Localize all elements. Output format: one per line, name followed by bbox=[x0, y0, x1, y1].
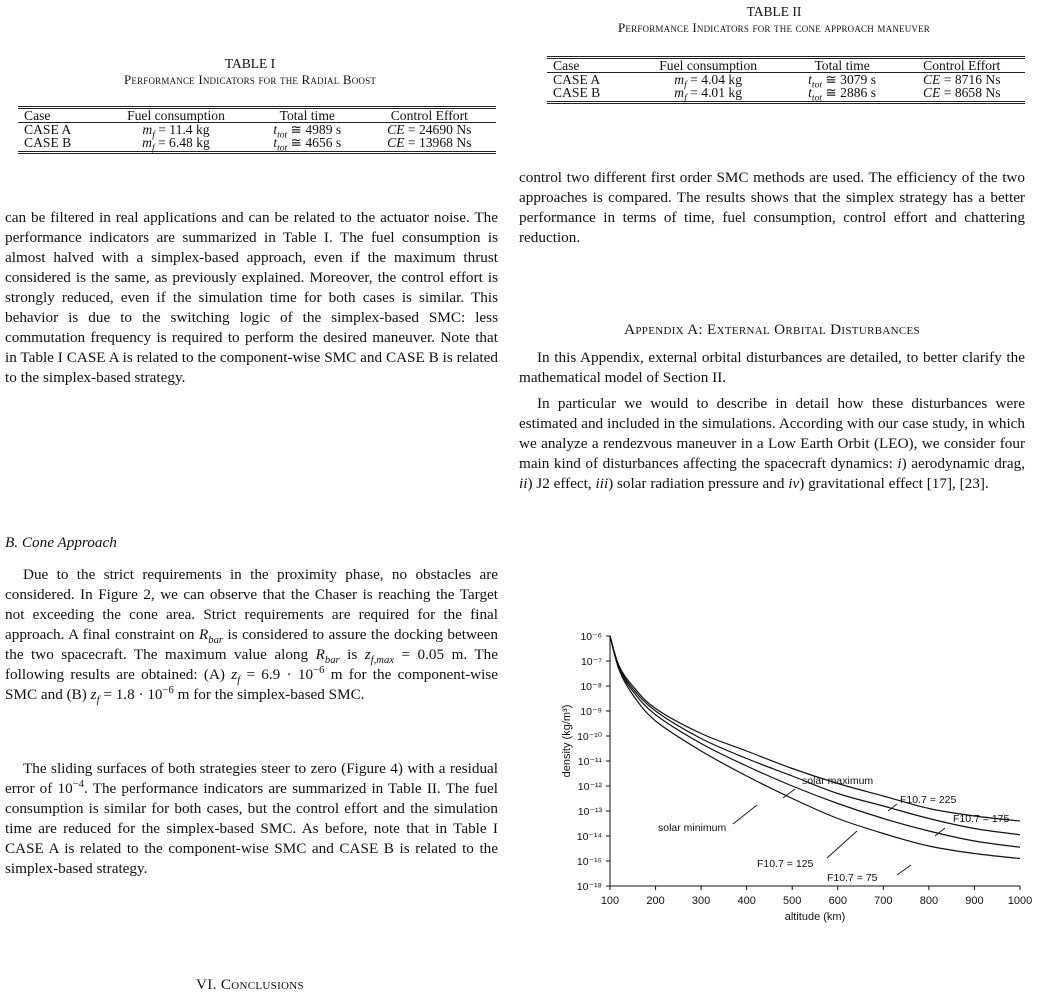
table-cell: $t_{tot}$ ≅ 4656 s bbox=[252, 136, 363, 153]
table-row bbox=[18, 123, 496, 137]
annotation-label: F10.7 = 175 bbox=[953, 813, 1010, 825]
y-tick-label: 10⁻⁷ bbox=[580, 656, 602, 668]
table-row bbox=[547, 86, 1025, 103]
x-tick-label: 300 bbox=[691, 895, 711, 907]
table-cell: CE = 8716 Ns bbox=[922, 72, 1001, 87]
y-tick-label: 10⁻¹³ bbox=[577, 806, 602, 818]
x-tick-label: 600 bbox=[828, 895, 847, 907]
table-cell: CASE B bbox=[18, 136, 100, 153]
table2-caption bbox=[519, 4, 1029, 36]
annotation-label: F10.7 = 125 bbox=[757, 858, 814, 870]
table-cell: $m_f = 11.4$ kg bbox=[142, 122, 210, 141]
table1-header-effort: Control Effort bbox=[363, 108, 496, 123]
table-cell: $t_{tot}$ ≅ 4989 s bbox=[273, 122, 342, 141]
right-paragraph-1: control two different first order SMC methods are used. The efficiency of the two approaches is compared. The results shows that the simplex strategy has a better performance in terms of time, fuel consumption, control effort and chattering reduction. bbox=[519, 169, 1025, 246]
table1-title: Performance Indicators for the Radial Boost bbox=[123, 72, 377, 87]
appendix-title: Appendix A: External Orbital Disturbances bbox=[624, 321, 920, 338]
density-chart bbox=[545, 628, 1035, 948]
table2 bbox=[547, 56, 1025, 104]
x-axis-label: altitude (km) bbox=[784, 911, 846, 923]
left-paragraph-2: Due to the strict requirements in the proximity phase, no obstacles are considered. In Figure 2, we can observe that the Chaser is reaching the Target not exceeding the cone area. Strict requirements are required for the final approach. A final constraint on $R_{bar}$ is considered to assure the docking between the two spacecraft. The maximum value along $R_{bar}$ is $z_{f,max} = 0.05$ m. The following results are obtained: (A) $z_f = 6.9 \cdot 10^{-6}$ m for the component-wise SMC and (B) $z_f = 1.8 \cdot 10^{-6}$ m for the simplex-based SMC. bbox=[5, 566, 499, 707]
table-cell: CE = 8658 Ns bbox=[899, 86, 1025, 103]
x-tick-label: 700 bbox=[874, 895, 893, 907]
table2-header-time: Total time bbox=[786, 58, 899, 73]
annotation-leader bbox=[733, 805, 757, 824]
x-tick-label: 900 bbox=[965, 895, 984, 907]
table-cell: CE = 24690 Ns bbox=[387, 122, 472, 137]
table2-header-fuel: Fuel consumption bbox=[631, 58, 786, 73]
table2-header-effort: Control Effort bbox=[899, 58, 1025, 73]
y-tick-label: 10⁻⁸ bbox=[580, 681, 602, 693]
y-tick-label: 10⁻⁶ bbox=[580, 631, 602, 643]
table-row bbox=[547, 73, 1025, 87]
y-tick-label: 10⁻¹⁴ bbox=[576, 831, 602, 843]
table-row bbox=[18, 136, 496, 153]
table-cell: CASE A bbox=[24, 122, 72, 137]
table-cell: CASE A bbox=[553, 72, 601, 87]
y-axis-label: density (kg/m³) bbox=[561, 704, 573, 778]
x-tick-label: 200 bbox=[646, 895, 665, 907]
table-cell: $m_f = 4.01$ kg bbox=[631, 86, 786, 103]
x-tick-label: 400 bbox=[737, 895, 756, 907]
y-tick-label: 10⁻¹⁸ bbox=[576, 881, 602, 893]
series-line-0 bbox=[610, 636, 1020, 821]
annotation-label: F10.7 = 225 bbox=[900, 794, 957, 806]
table1-number: TABLE I bbox=[224, 56, 276, 71]
table-cell: CASE B bbox=[547, 86, 631, 103]
y-tick-label: 10⁻¹⁵ bbox=[576, 856, 602, 868]
right-paragraph-2: In this Appendix, external orbital disturbances are detailed, to better clarify the mathematical model of Section II. bbox=[519, 349, 1025, 386]
left-paragraph-3: The sliding surfaces of both strategies steer to zero (Figure 4) with a residual error of $10^{-4}$. The performance indicators are summarized in Table II. The fuel consumption is similar for both cases, but the control effort and the simulation time are reduced for the simplex-based SMC. As before, note that in Table I CASE A is related to the component-wise SMC and CASE B is related to the simplex-based strategy. bbox=[5, 760, 498, 877]
y-tick-label: 10⁻¹⁰ bbox=[577, 731, 602, 743]
left-paragraph-1: can be filtered in real applications and can be related to the actuator noise. The performance indicators are summarized in Table I. The fuel consumption is almost halved with a simplex-based approach, even if the maximum thrust considered is the same, as previously explained. Moreover, the control effort is strongly reduced, even if the simulation time for both cases is similar. This behavior is due to the switching logic of the simplex-based SMC: less commutation frequency is required to perform the desired maneuver. Note that in Table I CASE A is related to the component-wise SMC and CASE B is related to the simplex-based strategy. bbox=[5, 209, 498, 386]
table2-header-case: Case bbox=[547, 58, 631, 73]
x-tick-label: 800 bbox=[919, 895, 939, 907]
table-cell: $t_{tot}$ ≅ 2886 s bbox=[786, 86, 899, 103]
subsection-cone-approach: B. Cone Approach bbox=[5, 534, 117, 551]
annotation-label: solar minimum bbox=[658, 822, 727, 834]
x-tick-label: 100 bbox=[600, 895, 620, 907]
table1-header-fuel: Fuel consumption bbox=[100, 108, 252, 123]
table1-caption bbox=[0, 56, 500, 88]
table-cell: CE = 13968 Ns bbox=[363, 136, 496, 153]
section-conclusions: VI. Conclusions bbox=[196, 976, 304, 993]
y-tick-label: 10⁻¹² bbox=[577, 781, 602, 793]
annotation-leader bbox=[897, 865, 911, 875]
table2-title: Performance Indicators for the cone approach maneuver bbox=[617, 20, 931, 35]
density-figure bbox=[545, 628, 1035, 948]
y-tick-label: 10⁻¹¹ bbox=[577, 756, 602, 768]
table-cell: $m_f = 4.04$ kg bbox=[674, 72, 743, 91]
x-tick-label: 1000 bbox=[1007, 895, 1033, 907]
annotation-label: F10.7 = 75 bbox=[827, 872, 878, 884]
table-cell: $m_f = 6.48$ kg bbox=[100, 136, 252, 153]
table2-number: TABLE II bbox=[746, 4, 802, 19]
series-line-1 bbox=[610, 636, 1020, 835]
x-tick-label: 500 bbox=[783, 895, 802, 907]
table-cell: $t_{tot}$ ≅ 3079 s bbox=[808, 72, 877, 91]
annotation-label: solar maximum bbox=[802, 775, 874, 787]
right-paragraph-3: In particular we would to describe in detail how these disturbances were estimated and included in the simulations. According with our case study, in which we analyze a rendezvous maneuver in a Low Earth Orbit (LEO), we consider four main kind of disturbances affecting the spacecraft dynamics: i) aerodynamic drag, ii) J2 effect, iii) solar radiation pressure and iv) gravitational effect [17], [23]. bbox=[519, 395, 1025, 492]
table1 bbox=[18, 106, 496, 154]
table1-header-case: Case bbox=[18, 108, 100, 123]
annotation-leader bbox=[827, 831, 857, 858]
y-tick-label: 10⁻⁹ bbox=[580, 706, 602, 718]
table1-header-time: Total time bbox=[252, 108, 363, 123]
